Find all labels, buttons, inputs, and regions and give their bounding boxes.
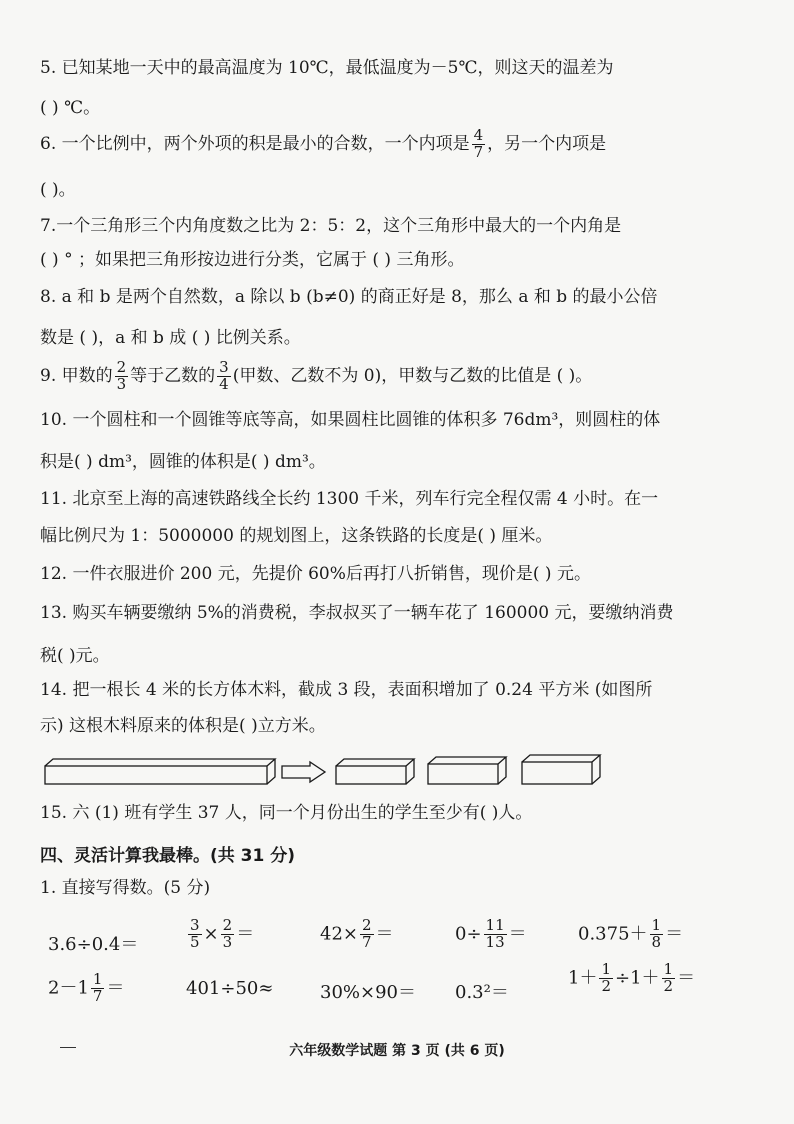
calc-10: 1＋ $\frac{1}{2}$ ÷1＋ $\frac{1}{2}$ ＝ [568, 960, 696, 995]
q6-text-after: ，另一个内项是 [487, 133, 607, 154]
q13-line1: 13. 购买车辆要缴纳 5%的消费税，李叔叔买了一辆车花了 160000 元，要缴纳消费 [40, 603, 674, 623]
q14-line2: 示) 这根木料原来的体积是( )立方米。 [40, 716, 326, 736]
q11-line1: 11. 北京至上海的高速铁路线全长约 1300 千米，列车行完全程仅需 4 小时。在一 [40, 489, 659, 509]
q13-line2: 税( )元。 [40, 646, 110, 666]
q7-line2: ( ) ° ；如果把三角形按边进行分类，它属于 ( ) 三角形。 [40, 250, 465, 270]
calc-9: 0.3²＝ [455, 982, 509, 1003]
beam-piece-2 [428, 757, 506, 784]
wood-cutting-figure [40, 752, 610, 792]
q5-line1: 5. 已知某地一天中的最高温度为 10℃，最低温度为－5℃，则这天的温差为 [40, 58, 614, 78]
q15-line: 15. 六 (1) 班有学生 37 人，同一个月份出生的学生至少有( )人。 [40, 803, 533, 823]
q6-line1 [40, 128, 606, 161]
q8-line1: 8. a 和 b 是两个自然数，a 除以 b (b≠0) 的商正好是 8，那么 a 和 b 的最小公倍 [40, 287, 658, 307]
q9-line: 9. 甲数的 $\frac{2}{3}$ 等于乙数的 $\frac{3}{4}$ (甲数、乙数不为 0)，甲数与乙数的比值是 ( )。 [40, 358, 593, 393]
q6-line2: ( )。 [40, 180, 76, 200]
calc-2: $\frac{3}{5}$ × $\frac{2}{3}$ ＝ [190, 916, 255, 951]
q10-line1: 10. 一个圆柱和一个圆锥等底等高，如果圆柱比圆锥的体积多 76dm³，则圆柱的体 [40, 410, 661, 430]
q5-line2: ( ) ℃。 [40, 98, 101, 118]
q11-line2: 幅比例尺为 1：5000000 的规划图上，这条铁路的长度是( ) 厘米。 [40, 526, 553, 546]
calc-6: 2－1 $\frac{1}{7}$ ＝ [48, 970, 125, 1005]
q7-line1: 7.一个三角形三个内角度数之比为 2：5：2，这个三角形中最大的一个内角是 [40, 216, 622, 236]
calc-5: 0.375＋ $\frac{1}{8}$ ＝ [578, 916, 684, 951]
section4-sub1: 1. 直接写得数。(5 分) [40, 878, 211, 898]
q14-line1: 14. 把一根长 4 米的长方体木料，截成 3 段，表面积增加了 0.24 平方米 (如图所 [40, 680, 653, 700]
beam-piece-3 [522, 755, 600, 784]
arrow [282, 762, 325, 782]
q12-line: 12. 一件衣服进价 200 元，先提价 60%后再打八折销售，现价是( ) 元。 [40, 564, 591, 584]
q10-line2: 积是( ) dm³，圆锥的体积是( ) dm³。 [40, 452, 326, 472]
long-beam [45, 759, 275, 784]
page-footer: 六年级数学试题 第 3 页 (共 6 页) [289, 1043, 505, 1059]
beam-piece-1 [336, 759, 414, 784]
calc-1: 3.6÷0.4＝ [48, 934, 139, 955]
calc-7: 401÷50≈ [186, 978, 274, 999]
q6-text-before: 6. 一个比例中，两个外项的积是最小的合数，一个内项是 [40, 133, 470, 154]
calc-8: 30%×90＝ [320, 982, 416, 1003]
q8-line2: 数是 ( )，a 和 b 成 ( ) 比例关系。 [40, 328, 301, 348]
section4-heading: 四、灵活计算我最棒。(共 31 分) [40, 846, 296, 866]
q6-fraction: $\frac{4}{7}$ [473, 126, 484, 161]
calc-3: 42× $\frac{2}{7}$ ＝ [320, 916, 394, 951]
q9-fraction-1: $\frac{2}{3}$ [116, 358, 127, 393]
q9-fraction-2: $\frac{3}{4}$ [219, 358, 229, 393]
calc-4: 0÷ $\frac{11}{13}$ ＝ [455, 916, 527, 951]
